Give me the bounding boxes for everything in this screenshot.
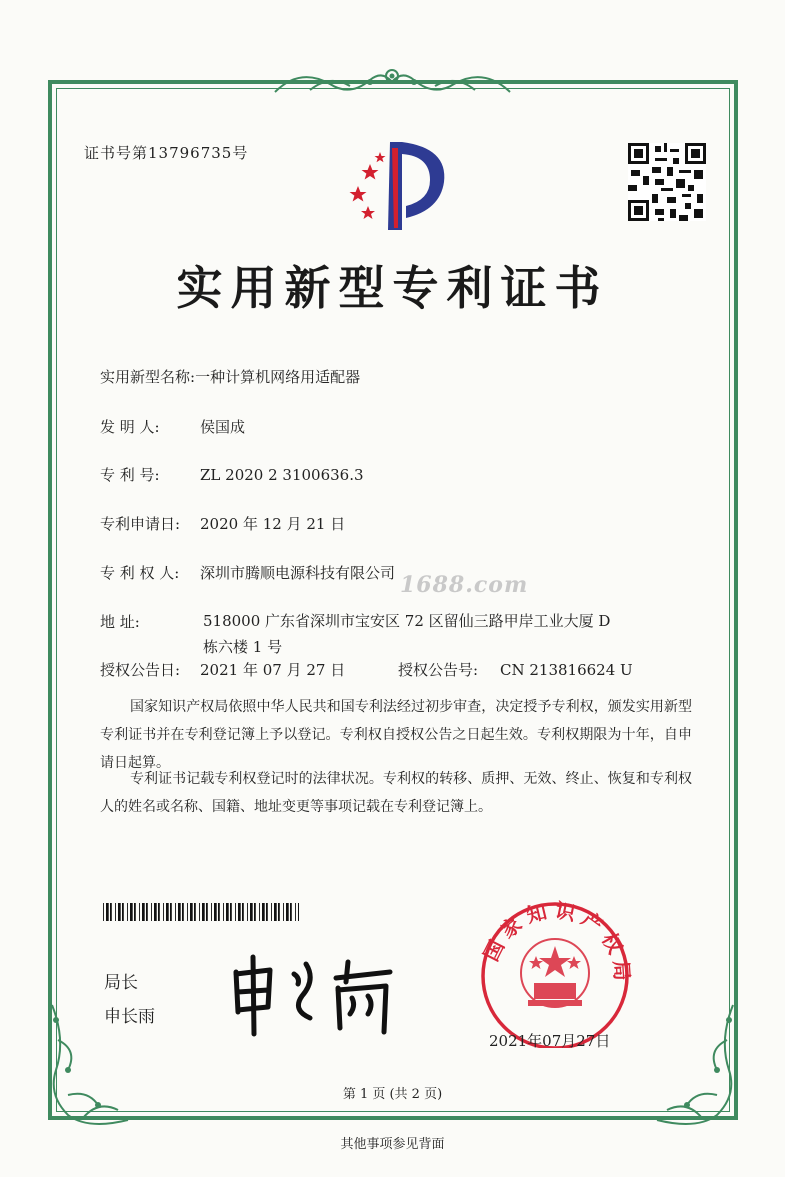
address-line-1: 518000 广东省深圳市宝安区 72 区留仙三路甲岸工业大厦 D [203,612,611,630]
field-address-value [203,608,623,660]
field-label: 地 址: [100,613,140,631]
field-label: 专 利 权 人: [100,564,180,582]
watermark-text: 1688.com [400,572,529,598]
certificate-number: 证书号第13796735号 [84,144,249,162]
top-ornament-icon [270,62,515,102]
seal-date: 2021年07月27日 [489,1032,611,1050]
field-label: 专 利 号: [100,466,160,484]
seal-text: 国家知识产权局 [478,897,635,988]
legal-paragraph-2: 专利证书记载专利权登记时的法律状况。专利权的转移、质押、无效、终止、恢复和专利权人的姓名或名称、国籍、地址变更等事项记载在专利登记簿上。 [100,771,692,815]
field-label: 授权公告号: [398,661,479,679]
field-value: CN 213816624 U [500,661,633,679]
field-label: 发 明 人: [100,418,160,436]
field-value: 侯国成 [200,418,246,436]
field-label: 实用新型名称: [100,368,196,386]
field-address-label [100,611,140,632]
field-value: 2020 年 12 月 21 日 [200,515,346,533]
director-title: 局长 [104,973,138,993]
address-line-2: 栋六楼 1 号 [203,638,283,656]
barcode-icon [103,903,299,921]
field-value: 一种计算机网络用适配器 [195,368,361,386]
footer-note: 其他事项参见背面 [340,1137,445,1152]
legal-paragraph-1: 国家知识产权局依照中华人民共和国专利法经过初步审查，决定授予专利权，颁发实用新型专利证书并在专利登记簿上予以登记。专利权自授权公告之日起生效。专利权期限为十年，自申请日起算。 [100,699,692,771]
svg-text:国家知识产权局 [479,898,635,987]
patent-office-logo-icon [340,140,450,232]
director-signature-icon [228,952,398,1042]
bottom-right-ornament-icon [637,1000,747,1140]
field-value: 深圳市腾顺电源科技有限公司 [200,564,396,582]
field-utility-model-name [100,366,360,387]
field-grant-date [100,659,345,680]
field-label: 授权公告日: [100,661,181,679]
field-value: ZL 2020 2 3100636.3 [200,466,364,484]
page-number: 第 1 页 (共 2 页) [342,1087,443,1102]
director-name: 申长雨 [104,1007,155,1027]
qr-code-icon [628,143,706,221]
field-value: 2021 年 07 月 27 日 [200,661,346,679]
field-inventor [100,416,245,437]
official-seal-icon [470,888,640,1048]
field-patent-number [100,464,364,485]
field-patentee [100,562,395,583]
field-grant-number [398,659,633,680]
field-filing-date [100,513,345,534]
field-label: 专利申请日: [100,515,181,533]
certificate-title: 实用新型专利证书 [176,261,609,315]
